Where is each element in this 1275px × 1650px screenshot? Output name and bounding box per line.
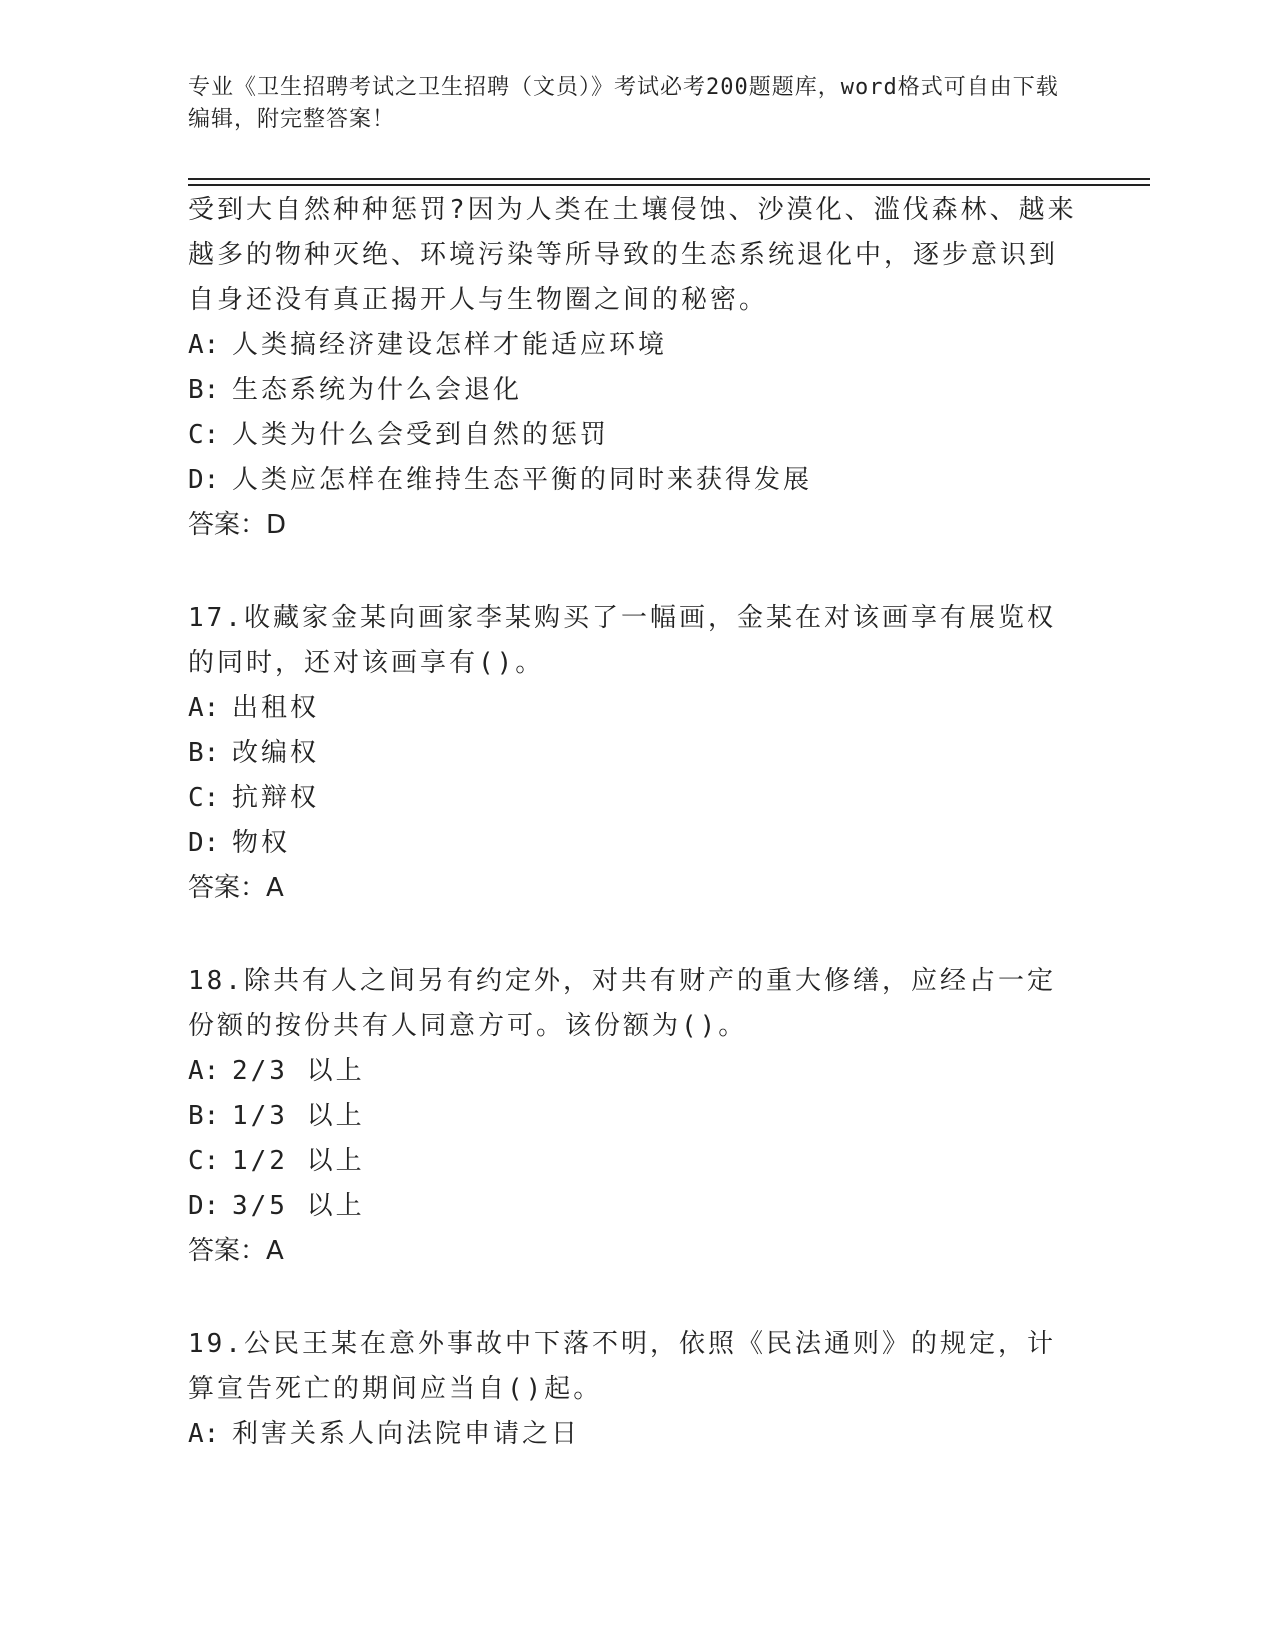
option-text: 改编权 xyxy=(232,738,320,768)
option-letter: A: xyxy=(188,330,220,360)
question-block-18 xyxy=(188,959,1078,1274)
option-letter: B: xyxy=(188,1101,220,1131)
option-text: 3/5 以上 xyxy=(232,1191,365,1221)
option-a xyxy=(188,323,1078,368)
option-b xyxy=(188,1094,1078,1139)
question-block-19 xyxy=(188,1322,1078,1457)
question-stem: 18.除共有人之间另有约定外，对共有财产的重大修缮，应经占一定份额的按份共有人同意方可。该份额为()。 xyxy=(188,966,1056,1041)
answer-line: 答案：A xyxy=(188,873,284,903)
option-text: 人类为什么会受到自然的惩罚 xyxy=(232,420,610,450)
question-block-continued xyxy=(188,188,1078,548)
option-text: 1/2 以上 xyxy=(232,1146,365,1176)
option-c xyxy=(188,776,1078,821)
document-header: 专业《卫生招聘考试之卫生招聘（文员）》考试必考200题题库，word格式可自由下载编辑，附完整答案！ xyxy=(188,75,1059,132)
option-text: 生态系统为什么会退化 xyxy=(232,375,523,405)
option-a xyxy=(188,686,1078,731)
option-text: 1/3 以上 xyxy=(232,1101,365,1131)
question-block-17 xyxy=(188,596,1078,911)
option-text: 人类应怎样在维持生态平衡的同时来获得发展 xyxy=(232,465,813,495)
option-text: 物权 xyxy=(232,828,291,858)
option-c xyxy=(188,413,1078,458)
option-letter: D: xyxy=(188,1191,220,1221)
option-letter: A: xyxy=(188,1419,220,1449)
option-c xyxy=(188,1139,1078,1184)
option-letter: C: xyxy=(188,1146,220,1176)
option-letter: B: xyxy=(188,738,220,768)
header-rule-bottom xyxy=(188,184,1150,186)
option-letter: D: xyxy=(188,465,220,495)
option-text: 2/3 以上 xyxy=(232,1056,365,1086)
option-letter: A: xyxy=(188,693,220,723)
option-letter: D: xyxy=(188,828,220,858)
option-text: 出租权 xyxy=(232,693,320,723)
option-text: 抗辩权 xyxy=(232,783,320,813)
option-letter: B: xyxy=(188,375,220,405)
option-d xyxy=(188,821,1078,866)
question-stem: 17.收藏家金某向画家李某购买了一幅画，金某在对该画享有展览权的同时，还对该画享有()。 xyxy=(188,603,1056,678)
answer-line: 答案：A xyxy=(188,1236,284,1266)
question-stem: 受到大自然种种惩罚?因为人类在土壤侵蚀、沙漠化、滥伐森林、越来越多的物种灭绝、环境污染等所导致的生态系统退化中，逐步意识到自身还没有真正揭开人与生物圈之间的秘密。 xyxy=(188,195,1077,315)
option-d xyxy=(188,458,1078,503)
option-letter: C: xyxy=(188,420,220,450)
question-stem: 19.公民王某在意外事故中下落不明，依照《民法通则》的规定，计算宣告死亡的期间应当自()起。 xyxy=(188,1329,1056,1404)
option-b xyxy=(188,368,1078,413)
document-body xyxy=(188,188,1078,1457)
option-text: 利害关系人向法院申请之日 xyxy=(232,1419,581,1449)
option-letter: C: xyxy=(188,783,220,813)
answer-line: 答案：D xyxy=(188,510,287,540)
option-a xyxy=(188,1049,1078,1094)
option-b xyxy=(188,731,1078,776)
option-text: 人类搞经济建设怎样才能适应环境 xyxy=(232,330,668,360)
option-a xyxy=(188,1412,1078,1457)
option-letter: A: xyxy=(188,1056,220,1086)
header-rule-top xyxy=(188,178,1150,180)
option-d xyxy=(188,1184,1078,1229)
